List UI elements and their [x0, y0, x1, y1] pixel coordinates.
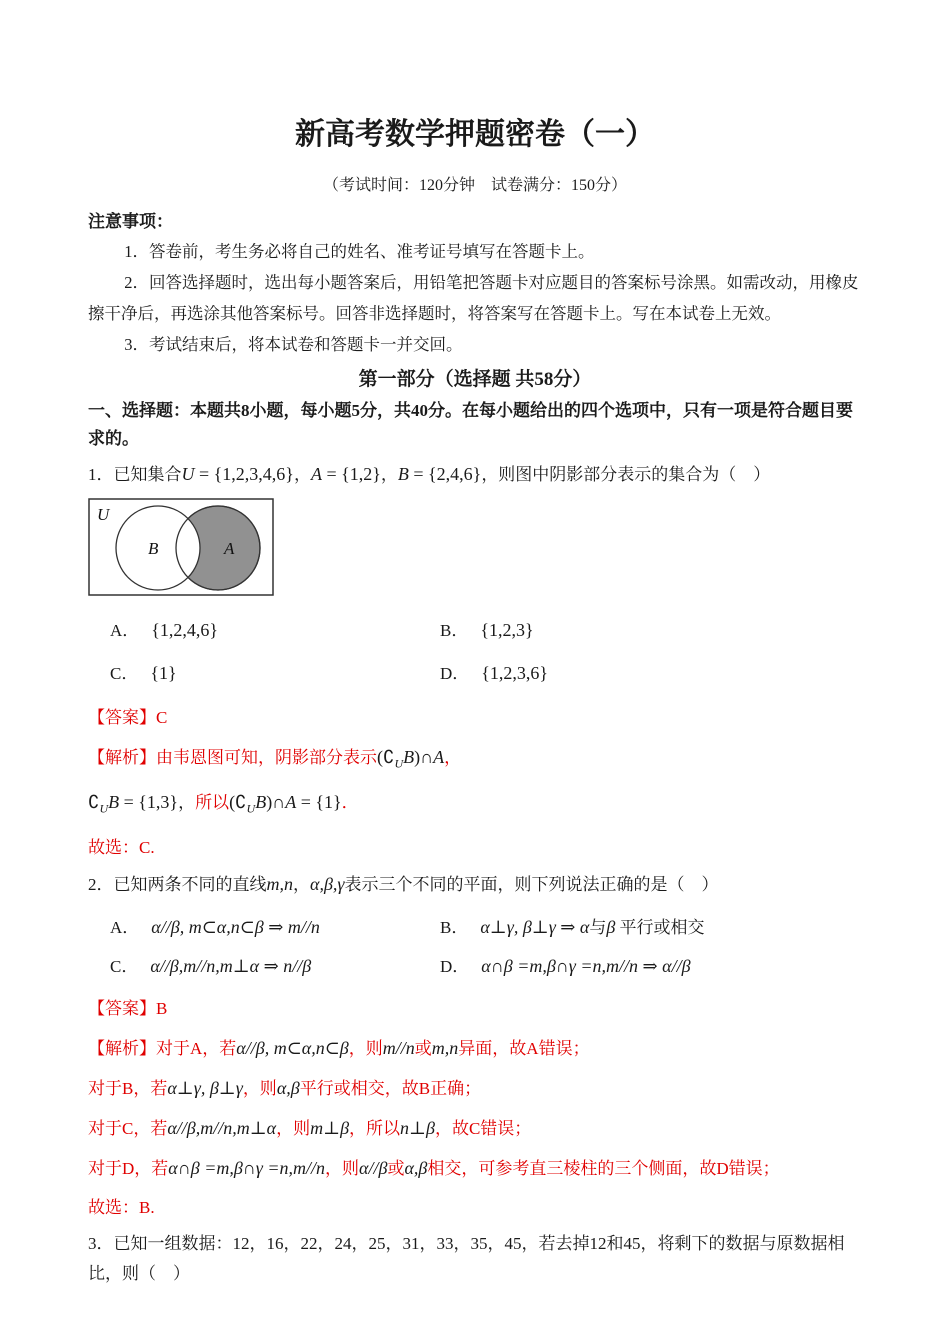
question-2-solution-line-2: 对于B，若α⊥γ, β⊥γ，则α,β平行或相交，故B正确； — [88, 1077, 482, 1098]
venn-diagram — [88, 498, 862, 601]
option-c-value: α//β,m//n,m⊥α ⇒ n//β — [150, 955, 312, 976]
venn-universe-label: U — [97, 505, 110, 524]
question-1-solution-line-3: 故选：C. — [88, 837, 155, 857]
option-a-value: α//β, m⊂α,n⊂β ⇒ m//n — [151, 916, 320, 937]
option-c-value: {1} — [150, 663, 177, 683]
question-1-option-c — [110, 652, 440, 695]
venn-left-circle-label: B — [148, 539, 159, 558]
question-2-solution-line-4: 对于D，若α∩β =m,β∩γ =n,m//n，则α//β或α,β相交，可参考直三棱柱的三个侧面，故D错误； — [88, 1157, 780, 1178]
question-1-option-b — [440, 609, 862, 652]
question-2-solution-line-5: 故选：B. — [88, 1197, 155, 1217]
option-b-value: {1,2,3} — [480, 620, 534, 640]
exam-time-score-line: （考试时间：120分钟 试卷满分：150分） — [322, 177, 627, 194]
option-c-label: C． — [110, 956, 139, 976]
option-a-label: A． — [110, 917, 140, 937]
option-d-label: D． — [440, 956, 470, 976]
question-2-solution-line-1: 【解析】对于A，若α//β, m⊂α,n⊂β，则m//n或m,n异面，故A错误； — [88, 1037, 590, 1058]
venn-right-circle-label: A — [224, 539, 235, 558]
question-1-option-d — [440, 652, 862, 695]
question-2-stem: 2．已知两条不同的直线m,n，α,β,γ表示三个不同的平面，则下列说法正确的是（ ） — [88, 873, 719, 894]
question-1-solution-line-2: $∁_UB = \{1,3\}$，所以$(∁_UB)\cap A = \{1\}$． — [88, 792, 359, 816]
question-1-solution-line-1: 【解析】由韦恩图可知，阴影部分表示$(∁_UB)\cap A$， — [88, 747, 462, 771]
notice-item-2: 2．回答选择题时，选出每小题答案后，用铅笔把答题卡对应题目的答案标号涂黑。如需改动，用橡皮擦干净后，再选涂其他答案标号。回答非选择题时，将答案写在答题卡上。写在本试卷上无效。 — [88, 273, 859, 323]
question-1-stem: 1．已知集合U = {1,2,3,4,6}，A = {1,2}，B = {2,4,6}，则图中阴影部分表示的集合为（ ） — [88, 464, 771, 484]
question-2-solution-line-3: 对于C，若α//β,m//n,m⊥α，则m⊥β，所以n⊥β，故C错误； — [88, 1117, 532, 1138]
question-1-answer: 【答案】C — [88, 708, 168, 727]
venn-diagram-svg — [88, 498, 274, 596]
option-a-label: A． — [110, 621, 140, 640]
notice-item-1: 1．答卷前，考生务必将自己的姓名、准考证号填写在答题卡上。 — [124, 242, 595, 261]
section-one-heading: 第一部分（选择题 共58分） — [358, 369, 592, 390]
question-3-stem: 3．已知一组数据：12，16，22，24，25，31，33，35，45，若去掉12和45，将剩下的数据与原数据相比，则（ ） — [88, 1233, 845, 1283]
option-d-label: D． — [440, 664, 470, 683]
notice-item-3: 3．考试结束后，将本试卷和答题卡一并交回。 — [124, 335, 463, 354]
option-c-label: C． — [110, 664, 139, 683]
option-b-label: B． — [440, 621, 469, 640]
option-b-value: α⊥γ, β⊥γ ⇒ α与β 平行或相交 — [480, 916, 705, 937]
option-d-value: α∩β =m,β∩γ =n,m//n ⇒ α//β — [481, 955, 691, 976]
option-a-value: {1,2,4,6} — [151, 620, 219, 640]
option-d-value: {1,2,3,6} — [481, 663, 549, 683]
multiple-choice-intro: 一、选择题：本题共8小题，每小题5分，共40分。在每小题给出的四个选项中，只有一项是符合题目要求的。 — [88, 401, 853, 448]
question-1-option-a — [110, 609, 440, 652]
question-2-option-d — [440, 947, 862, 986]
question-1-options — [88, 609, 862, 695]
notice-heading: 注意事项： — [88, 212, 173, 231]
option-b-label: B． — [440, 917, 469, 937]
question-2-option-c — [110, 947, 440, 986]
question-2-option-a — [110, 908, 440, 947]
question-2-answer: 【答案】B — [88, 998, 168, 1018]
question-2-options — [88, 908, 862, 986]
page-title: 新高考数学押题密卷（一） — [295, 118, 655, 151]
question-2-option-b — [440, 908, 862, 947]
